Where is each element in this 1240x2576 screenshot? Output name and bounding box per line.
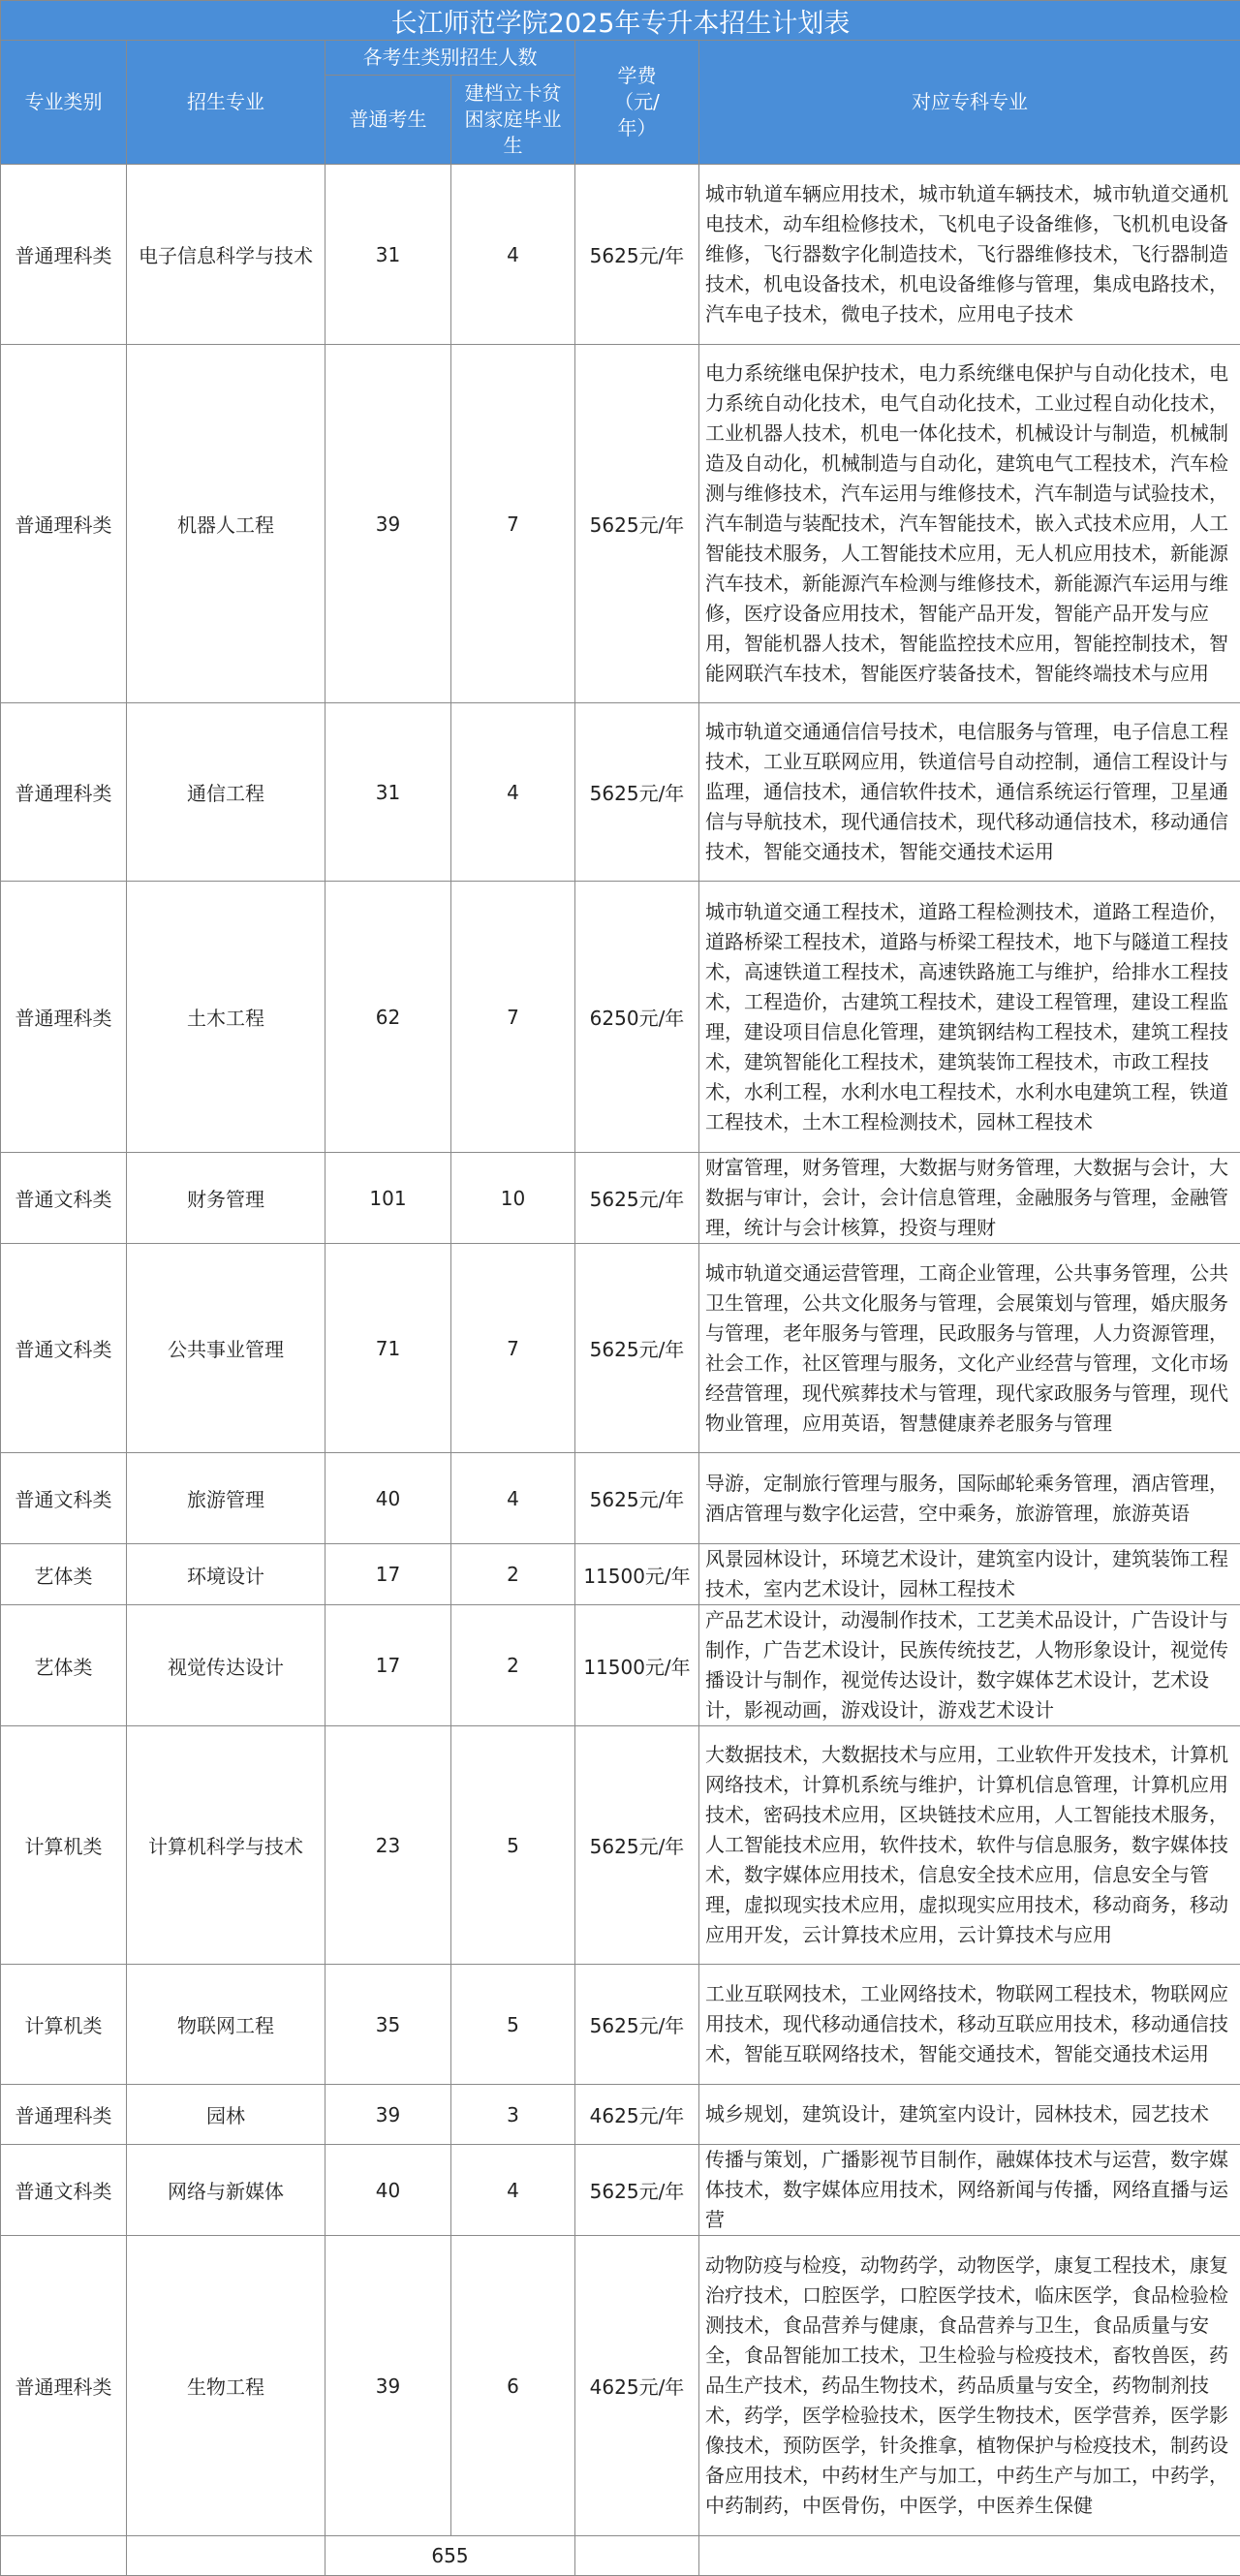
specialty-cell: 电力系统继电保护技术，电力系统继电保护与自动化技术，电力系统自动化技术，电气自动化技术，工业过程自动化技术，工业机器人技术，机电一体化技术，机械设计与制造，机械制造及自动化，机械制造与自动化，建筑电气工程技术，汽车检测与维修技术，汽车运用与维修技术，汽车制造与试验技术，汽车制造与装配技术，汽车智能技术，嵌入式技术应用，人工智能技术服务，人工智能技术应用，无人机应用技术，新能源汽车技术，新能源汽车检测与维修技术，新能源汽车运用与维修，医疗设备应用技术，智能产品开发，智能产品开发与应用，智能机器人技术，智能监控技术应用，智能控制技术，智能网联汽车技术，智能医疗装备技术，智能终端技术与应用 — [699, 345, 1240, 703]
total-blank — [699, 2536, 1240, 2576]
total-count: 655 — [326, 2536, 575, 2576]
regular-count-cell: 35 — [326, 1965, 451, 2085]
specialty-cell: 动物防疫与检疫，动物药学，动物医学，康复工程技术，康复治疗技术，口腔医学，口腔医学技术，临床医学，食品检验检测技术，食品营养与健康，食品营养与卫生，食品质量与安全，食品智能加工技术，卫生检验与检疫技术，畜牧兽医，药品生产技术，药品生物技术，药品质量与安全，药物制剂技术，药学，医学检验技术，医学生物技术，医学营养，医学影像技术，预防医学，针灸推拿，植物保护与检疫技术，制药设备应用技术，中药材生产与加工，中药生产与加工，中药学，中药制药，中医骨伤，中医学，中医养生保健 — [699, 2236, 1240, 2536]
specialty-cell: 大数据技术，大数据技术与应用，工业软件开发技术，计算机网络技术，计算机系统与维护，计算机信息管理，计算机应用技术，密码技术应用，区块链技术应用，人工智能技术服务，人工智能技术应用，软件技术，软件与信息服务，数字媒体技术，数字媒体应用技术，信息安全技术应用，信息安全与管理，虚拟现实技术应用，虚拟现实应用技术，移动商务，移动应用开发，云计算技术应用，云计算技术与应用 — [699, 1726, 1240, 1965]
major-cell: 财务管理 — [127, 1153, 326, 1244]
total-blank — [1, 2536, 127, 2576]
specialty-cell: 城乡规划，建筑设计，建筑室内设计，园林技术，园艺技术 — [699, 2085, 1240, 2145]
specialty-cell: 城市轨道交通通信信号技术，电信服务与管理，电子信息工程技术，工业互联网应用，铁道信号自动控制，通信工程设计与监理，通信技术，通信软件技术，通信系统运行管理，卫星通信与导航技术，现代通信技术，现代移动通信技术，移动通信技术，智能交通技术，智能交通技术运用 — [699, 703, 1240, 882]
poverty-count-cell: 7 — [451, 882, 575, 1153]
category-cell: 普通文科类 — [1, 2145, 127, 2236]
header-specialty: 对应专科专业 — [699, 41, 1240, 165]
total-blank — [127, 2536, 326, 2576]
regular-count-cell: 40 — [326, 1453, 451, 1544]
header-regular: 普通考生 — [326, 76, 451, 165]
table-row — [1, 1453, 1240, 1544]
category-cell: 普通理科类 — [1, 882, 127, 1153]
fee-cell: 5625元/年 — [575, 165, 699, 345]
header-category: 专业类别 — [1, 41, 127, 165]
poverty-count-cell: 2 — [451, 1544, 575, 1605]
category-cell: 普通文科类 — [1, 1153, 127, 1244]
poverty-count-cell: 7 — [451, 1244, 575, 1453]
major-cell: 旅游管理 — [127, 1453, 326, 1544]
table-row — [1, 1726, 1240, 1965]
regular-count-cell: 31 — [326, 703, 451, 882]
major-cell: 生物工程 — [127, 2236, 326, 2536]
specialty-cell: 财富管理，财务管理，大数据与财务管理，大数据与会计，大数据与审计，会计，会计信息管理，金融服务与管理，金融管理，统计与会计核算，投资与理财 — [699, 1153, 1240, 1244]
table-row — [1, 1153, 1240, 1244]
table-row — [1, 165, 1240, 345]
regular-count-cell: 17 — [326, 1544, 451, 1605]
fee-cell: 6250元/年 — [575, 882, 699, 1153]
table-row — [1, 2236, 1240, 2536]
poverty-count-cell: 7 — [451, 345, 575, 703]
major-cell: 视觉传达设计 — [127, 1605, 326, 1726]
regular-count-cell: 39 — [326, 345, 451, 703]
specialty-cell: 导游，定制旅行管理与服务，国际邮轮乘务管理，酒店管理，酒店管理与数字化运营，空中乘务，旅游管理，旅游英语 — [699, 1453, 1240, 1544]
regular-count-cell: 62 — [326, 882, 451, 1153]
table-row — [1, 1965, 1240, 2085]
major-cell: 物联网工程 — [127, 1965, 326, 2085]
table-row — [1, 345, 1240, 703]
header-poverty: 建档立卡贫困家庭毕业生 — [451, 76, 575, 165]
regular-count-cell: 31 — [326, 165, 451, 345]
poverty-count-cell: 4 — [451, 1453, 575, 1544]
major-cell: 电子信息科学与技术 — [127, 165, 326, 345]
major-cell: 土木工程 — [127, 882, 326, 1153]
regular-count-cell: 39 — [326, 2236, 451, 2536]
poverty-count-cell: 6 — [451, 2236, 575, 2536]
poverty-count-cell: 2 — [451, 1605, 575, 1726]
major-cell: 环境设计 — [127, 1544, 326, 1605]
fee-cell: 5625元/年 — [575, 1453, 699, 1544]
fee-cell: 4625元/年 — [575, 2236, 699, 2536]
fee-cell: 5625元/年 — [575, 345, 699, 703]
poverty-count-cell: 10 — [451, 1153, 575, 1244]
header-major: 招生专业 — [127, 41, 326, 165]
regular-count-cell: 40 — [326, 2145, 451, 2236]
specialty-cell: 城市轨道交通运营管理，工商企业管理，公共事务管理，公共卫生管理，公共文化服务与管理，会展策划与管理，婚庆服务与管理，老年服务与管理，民政服务与管理，人力资源管理，社会工作，社区管理与服务，文化产业经营与管理，文化市场经营管理，现代殡葬技术与管理，现代家政服务与管理，现代物业管理，应用英语，智慧健康养老服务与管理 — [699, 1244, 1240, 1453]
fee-cell: 5625元/年 — [575, 1153, 699, 1244]
specialty-cell: 产品艺术设计，动漫制作技术，工艺美术品设计，广告设计与制作，广告艺术设计，民族传统技艺，人物形象设计，视觉传播设计与制作，视觉传达设计，数字媒体艺术设计，艺术设计，影视动画，游戏设计，游戏艺术设计 — [699, 1605, 1240, 1726]
major-cell: 园林 — [127, 2085, 326, 2145]
table-row — [1, 1244, 1240, 1453]
category-cell: 普通文科类 — [1, 1244, 127, 1453]
major-cell: 通信工程 — [127, 703, 326, 882]
regular-count-cell: 101 — [326, 1153, 451, 1244]
fee-cell: 5625元/年 — [575, 1726, 699, 1965]
table-row — [1, 882, 1240, 1153]
table-row — [1, 2085, 1240, 2145]
regular-count-cell: 23 — [326, 1726, 451, 1965]
specialty-cell: 城市轨道交通工程技术，道路工程检测技术，道路工程造价，道路桥梁工程技术，道路与桥梁工程技术，地下与隧道工程技术，高速铁道工程技术，高速铁路施工与维护，给排水工程技术，工程造价，古建筑工程技术，建设工程管理，建设工程监理，建设项目信息化管理，建筑钢结构工程技术，建筑工程技术，建筑智能化工程技术，建筑装饰工程技术，市政工程技术，水利工程，水利水电工程技术，水利水电建筑工程，铁道工程技术，土木工程检测技术，园林工程技术 — [699, 882, 1240, 1153]
poverty-count-cell: 3 — [451, 2085, 575, 2145]
regular-count-cell: 39 — [326, 2085, 451, 2145]
poverty-count-cell: 4 — [451, 703, 575, 882]
major-cell: 网络与新媒体 — [127, 2145, 326, 2236]
category-cell: 普通文科类 — [1, 1453, 127, 1544]
poverty-count-cell: 4 — [451, 2145, 575, 2236]
category-cell: 普通理科类 — [1, 165, 127, 345]
table-row — [1, 1605, 1240, 1726]
header-enrollment-group: 各考生类别招生人数 — [326, 41, 575, 76]
category-cell: 计算机类 — [1, 1726, 127, 1965]
fee-cell: 4625元/年 — [575, 2085, 699, 2145]
table-row — [1, 703, 1240, 882]
specialty-cell: 城市轨道车辆应用技术，城市轨道车辆技术，城市轨道交通机电技术，动车组检修技术，飞机电子设备维修，飞机机电设备维修，飞行器数字化制造技术，飞行器维修技术，飞行器制造技术，机电设备技术，机电设备维修与管理，集成电路技术，汽车电子技术，微电子技术，应用电子技术 — [699, 165, 1240, 345]
major-cell: 机器人工程 — [127, 345, 326, 703]
category-cell: 艺体类 — [1, 1544, 127, 1605]
specialty-cell: 风景园林设计，环境艺术设计，建筑室内设计，建筑装饰工程技术，室内艺术设计，园林工程技术 — [699, 1544, 1240, 1605]
regular-count-cell: 17 — [326, 1605, 451, 1726]
fee-cell: 11500元/年 — [575, 1544, 699, 1605]
major-cell: 公共事业管理 — [127, 1244, 326, 1453]
category-cell: 普通理科类 — [1, 2085, 127, 2145]
regular-count-cell: 71 — [326, 1244, 451, 1453]
specialty-cell: 传播与策划，广播影视节目制作，融媒体技术与运营，数字媒体技术，数字媒体应用技术，网络新闻与传播，网络直播与运营 — [699, 2145, 1240, 2236]
fee-cell: 5625元/年 — [575, 1244, 699, 1453]
major-cell: 计算机科学与技术 — [127, 1726, 326, 1965]
poverty-count-cell: 5 — [451, 1726, 575, 1965]
category-cell: 计算机类 — [1, 1965, 127, 2085]
total-blank — [575, 2536, 699, 2576]
fee-cell: 11500元/年 — [575, 1605, 699, 1726]
header-fee: 学费（元/年） — [575, 41, 699, 165]
page-title: 长江师范学院2025年专升本招生计划表 — [1, 1, 1240, 41]
poverty-count-cell: 4 — [451, 165, 575, 345]
fee-cell: 5625元/年 — [575, 1965, 699, 2085]
category-cell: 艺体类 — [1, 1605, 127, 1726]
fee-cell: 5625元/年 — [575, 2145, 699, 2236]
poverty-count-cell: 5 — [451, 1965, 575, 2085]
table-row — [1, 1544, 1240, 1605]
category-cell: 普通理科类 — [1, 703, 127, 882]
table-row — [1, 2145, 1240, 2236]
category-cell: 普通理科类 — [1, 2236, 127, 2536]
category-cell: 普通理科类 — [1, 345, 127, 703]
fee-cell: 5625元/年 — [575, 703, 699, 882]
specialty-cell: 工业互联网技术，工业网络技术，物联网工程技术，物联网应用技术，现代移动通信技术，移动互联应用技术，移动通信技术，智能互联网络技术，智能交通技术，智能交通技术运用 — [699, 1965, 1240, 2085]
